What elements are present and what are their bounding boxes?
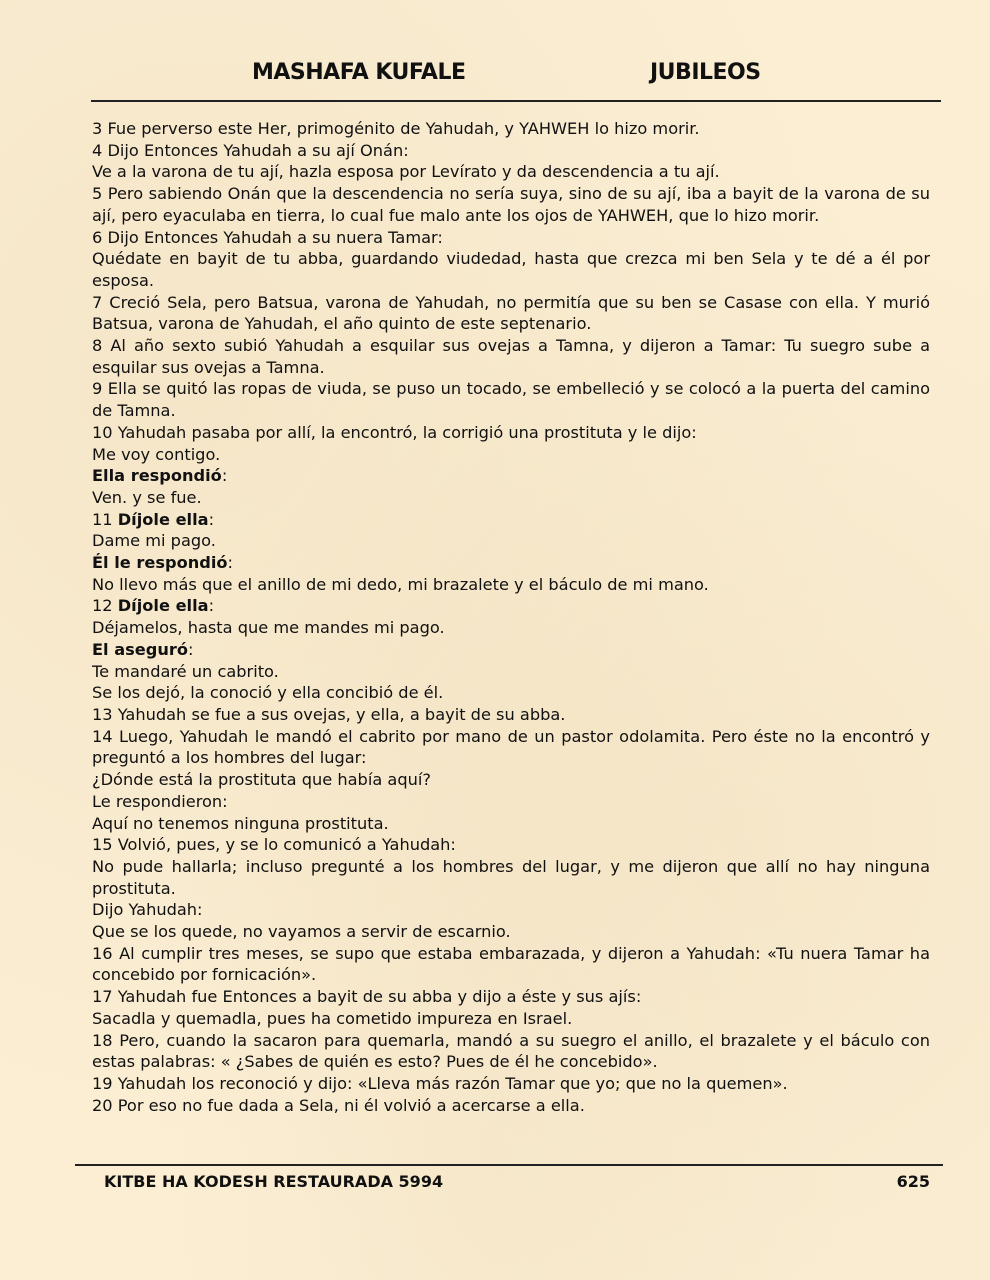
page-body <box>92 118 930 1116</box>
text-line <box>92 444 930 466</box>
text-line <box>92 292 930 335</box>
line-text: No llevo más que el anillo de mi dedo, mi brazalete y el báculo de mi mano. <box>92 574 709 594</box>
text-line <box>92 856 930 899</box>
line-text: 13 Yahudah se fue a sus ovejas, y ella, a bayit de su abba. <box>92 704 566 724</box>
line-text: : <box>188 639 194 659</box>
line-text: Se los dejó, la conoció y ella concibió de él. <box>92 683 444 703</box>
text-line <box>92 1030 930 1073</box>
verse-number: 12 <box>92 596 118 616</box>
text-line <box>92 530 930 552</box>
text-line <box>92 813 930 835</box>
line-text: 4 Dijo Entonces Yahudah a su ají Onán: <box>92 140 409 160</box>
line-text: : <box>208 509 215 529</box>
line-text: 5 Pero sabiendo Onán que la descendencia no sería suya, sino de su ají, iba a bayit de la varona de su ají, pero eyaculaba en tierra, lo cual fue malo ante los ojos de YAHWEH, que lo hizo morir. <box>92 184 930 225</box>
text-line <box>92 899 930 921</box>
page-header <box>0 58 990 92</box>
text-line <box>92 943 930 986</box>
line-text: : <box>208 596 215 616</box>
text-line <box>92 791 930 813</box>
text-line <box>92 248 930 291</box>
speaker-label: Díjole ella <box>117 596 209 616</box>
line-text: Déjamelos, hasta que me mandes mi pago. <box>92 618 445 638</box>
header-book-subtitle: JUBILEOS <box>650 60 761 85</box>
line-text: Ve a la varona de tu ají, hazla esposa por Levírato y da descendencia a tu ají. <box>92 162 720 182</box>
line-text: : <box>221 466 228 486</box>
text-line <box>92 140 930 162</box>
text-line <box>92 921 930 943</box>
line-text: Aquí no tenemos ninguna prostituta. <box>92 813 389 833</box>
line-text: 19 Yahudah los reconoció y dijo: «Lleva más razón Tamar que yo; que no la quemen». <box>92 1073 788 1093</box>
line-text: Ven. y se fue. <box>92 487 202 507</box>
text-line <box>92 335 930 378</box>
footer-edition: KITBE HA KODESH RESTAURADA 5994 <box>104 1172 444 1191</box>
line-text: 15 Volvió, pues, y se lo comunicó a Yahudah: <box>92 835 456 855</box>
text-line <box>92 661 930 683</box>
text-line <box>92 378 930 421</box>
line-text: 6 Dijo Entonces Yahudah a su nuera Tamar: <box>92 227 443 247</box>
line-text: Sacadla y quemadla, pues ha cometido impureza en Israel. <box>92 1008 573 1028</box>
footer-divider <box>75 1164 943 1166</box>
text-line <box>92 1095 930 1117</box>
line-text: 14 Luego, Yahudah le mandó el cabrito por mano de un pastor odolamita. Pero éste no la encontró y preguntó a los hombres del lugar: <box>92 726 930 768</box>
text-line <box>92 1008 930 1030</box>
speaker-label: El aseguró <box>92 639 188 659</box>
text-line <box>92 1073 930 1095</box>
text-line <box>92 574 930 596</box>
line-text: 16 Al cumplir tres meses, se supo que estaba embarazada, y dijeron a Yahudah: «Tu nuera Tamar ha concebido por fornicación». <box>92 943 930 985</box>
line-text: Que se los quede, no vayamos a servir de escarnio. <box>92 922 511 942</box>
text-line <box>92 227 930 249</box>
text-line <box>92 986 930 1008</box>
text-line <box>92 509 930 531</box>
text-line <box>92 726 930 769</box>
line-text: 8 Al año sexto subió Yahudah a esquilar sus ovejas a Tamna, y dijeron a Tamar: Tu suegro sube a esquilar sus ovejas a Tamna. <box>92 336 930 377</box>
header-book-title: MASHAFA KUFALE <box>252 60 466 85</box>
text-line <box>92 118 930 140</box>
line-text: No pude hallarla; incluso pregunté a los hombres del lugar, y me dijeron que allí no hay ninguna prostituta. <box>92 856 930 898</box>
line-text: Te mandaré un cabrito. <box>92 661 279 681</box>
line-text: : <box>227 553 233 573</box>
line-text: 10 Yahudah pasaba por allí, la encontró, la corrigió una prostituta y le dijo: <box>92 422 697 442</box>
page-number: 625 <box>896 1172 930 1191</box>
line-text: Le respondieron: <box>92 791 228 811</box>
verse-number: 11 <box>92 509 118 529</box>
text-line <box>92 487 930 509</box>
text-line <box>92 183 930 226</box>
text-line <box>92 682 930 704</box>
line-text: Quédate en bayit de tu abba, guardando viudedad, hasta que crezca mi ben Sela y te dé a él por esposa. <box>92 249 930 290</box>
page-footer <box>0 1172 990 1196</box>
text-line <box>92 552 930 574</box>
line-text: Me voy contigo. <box>92 444 221 464</box>
text-line <box>92 639 930 661</box>
text-line <box>92 161 930 183</box>
line-text: 18 Pero, cuando la sacaron para quemarla, mandó a su suegro el anillo, el brazalete y el báculo con estas palabras: « ¿Sabes de quién es esto? Pues de él he concebido». <box>92 1030 930 1072</box>
line-text: 17 Yahudah fue Entonces a bayit de su abba y dijo a éste y sus ajís: <box>92 987 642 1007</box>
line-text: 20 Por eso no fue dada a Sela, ni él volvió a acercarse a ella. <box>92 1095 585 1115</box>
text-line <box>92 595 930 617</box>
line-text: Dijo Yahudah: <box>92 900 203 920</box>
line-text: Dame mi pago. <box>92 531 216 551</box>
text-line <box>92 617 930 639</box>
speaker-label: Díjole ella <box>117 509 209 529</box>
text-line <box>92 769 930 791</box>
line-text: 7 Creció Sela, pero Batsua, varona de Yahudah, no permitía que su ben se Casase con ella. Y murió Batsua, varona de Yahudah, el año quinto de este septenario. <box>92 292 930 334</box>
text-line <box>92 422 930 444</box>
line-text: 9 Ella se quitó las ropas de viuda, se puso un tocado, se embelleció y se colocó a la puerta del camino de Tamna. <box>92 379 930 421</box>
header-divider <box>91 100 941 102</box>
text-line <box>92 465 930 487</box>
speaker-label: Ella respondió <box>92 466 222 486</box>
line-text: ¿Dónde está la prostituta que había aquí? <box>92 770 431 790</box>
line-text: 3 Fue perverso este Her, primogénito de Yahudah, y YAHWEH lo hizo morir. <box>92 119 700 138</box>
text-line <box>92 834 930 856</box>
text-line <box>92 704 930 726</box>
speaker-label: Él le respondió <box>92 553 228 573</box>
